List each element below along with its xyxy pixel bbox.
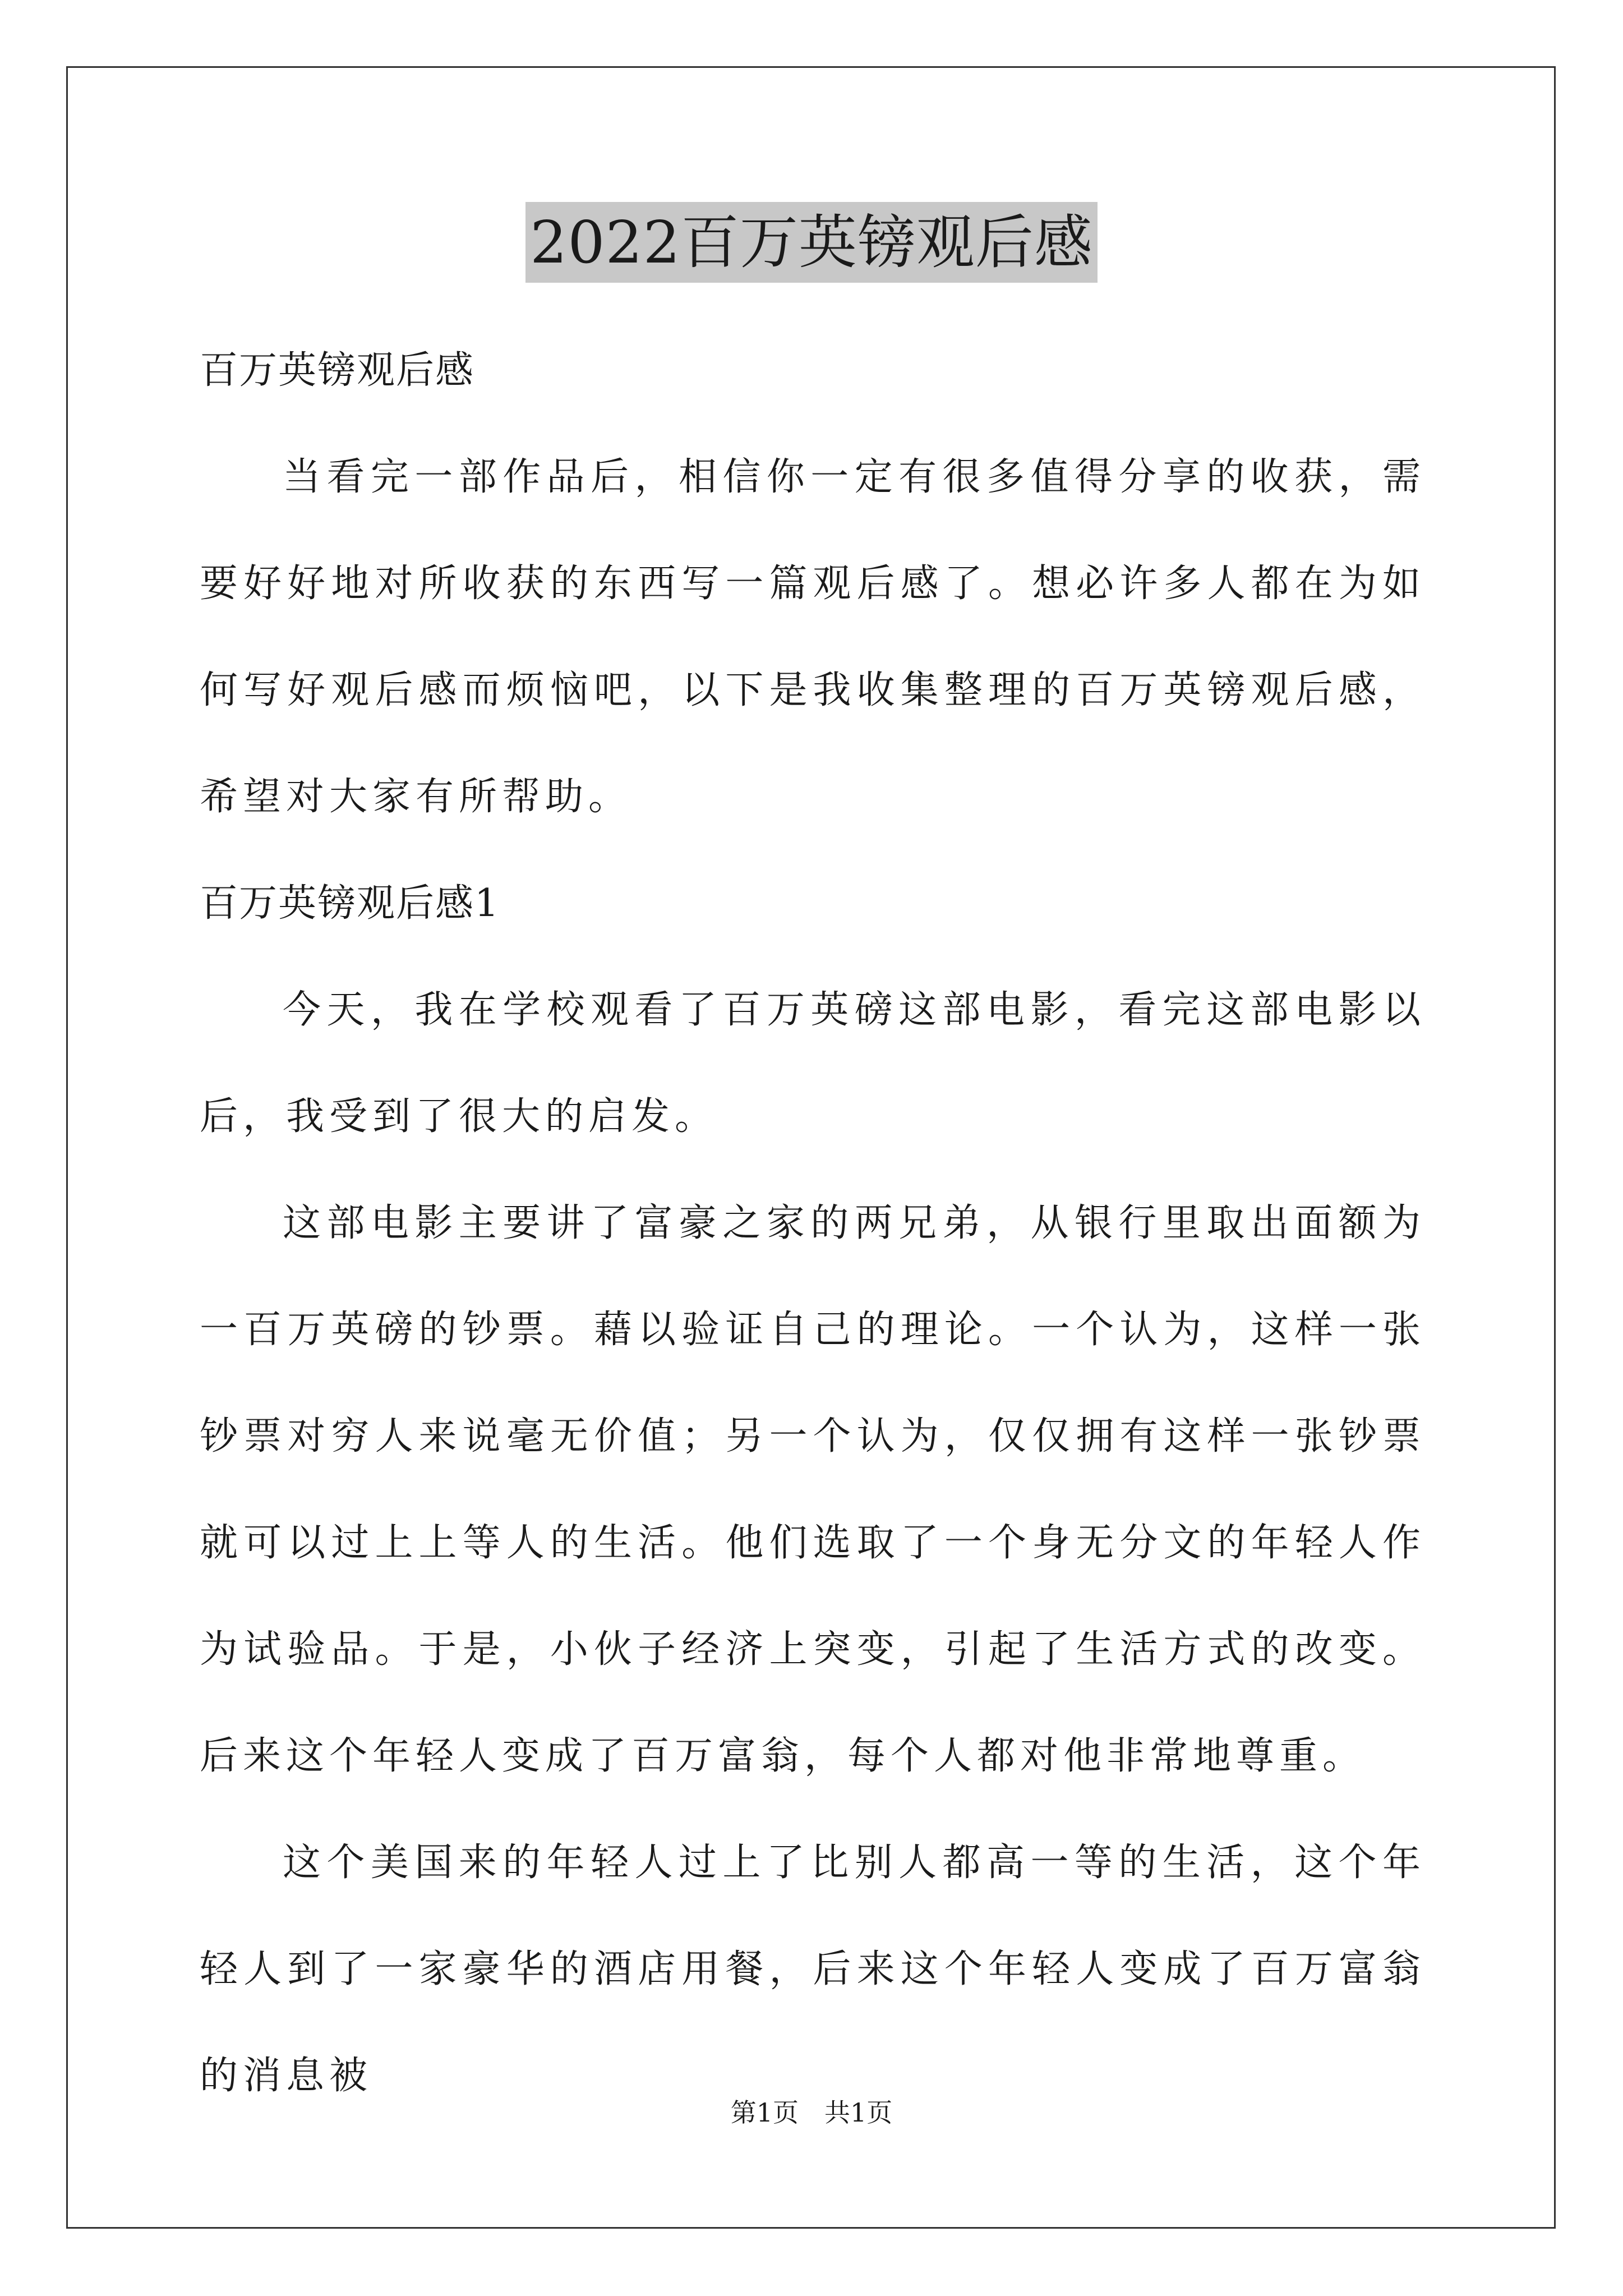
body-paragraph: 这个美国来的年轻人过上了比别人都高一等的生活，这个年轻人到了一家豪华的酒店用餐，后来这个年轻人变成了百万富翁的消息被 (200, 1841, 1426, 2098)
body-paragraph: 这部电影主要讲了富豪之家的两兄弟，从银行里取出面额为一百万英磅的钞票。藉以验证自己的理论。一个认为，这样一张钞票对穷人来说毫无价值；另一个认为，仅仅拥有这样一张钞票就可以过上上等人的生活。他们选取了一个身无分文的年轻人作为试验品。于是，小伙子经济上突变，引起了生活方式的改变。后来这个年轻人变成了百万富翁，每个人都对他非常地尊重。 (200, 1201, 1426, 1778)
body-paragraph: 今天，我在学校观看了百万英磅这部电影，看完这部电影以后，我受到了很大的启发。 (200, 988, 1426, 1139)
section-heading: 百万英镑观后感1 (200, 881, 500, 926)
body-paragraph: 当看完一部作品后，相信你一定有很多值得分享的收获，需要好好地对所收获的东西写一篇观后感了。想必许多人都在为如何写好观后感而烦恼吧，以下是我收集整理的百万英镑观后感，希望对大家有所帮助。 (200, 455, 1426, 819)
section-heading: 百万英镑观后感 (200, 348, 475, 393)
document-body (200, 318, 1426, 2129)
title-container (0, 202, 1623, 283)
document-title: 2022百万英镑观后感 (525, 202, 1098, 283)
page-footer: 第1页 共1页 (730, 2097, 893, 2128)
